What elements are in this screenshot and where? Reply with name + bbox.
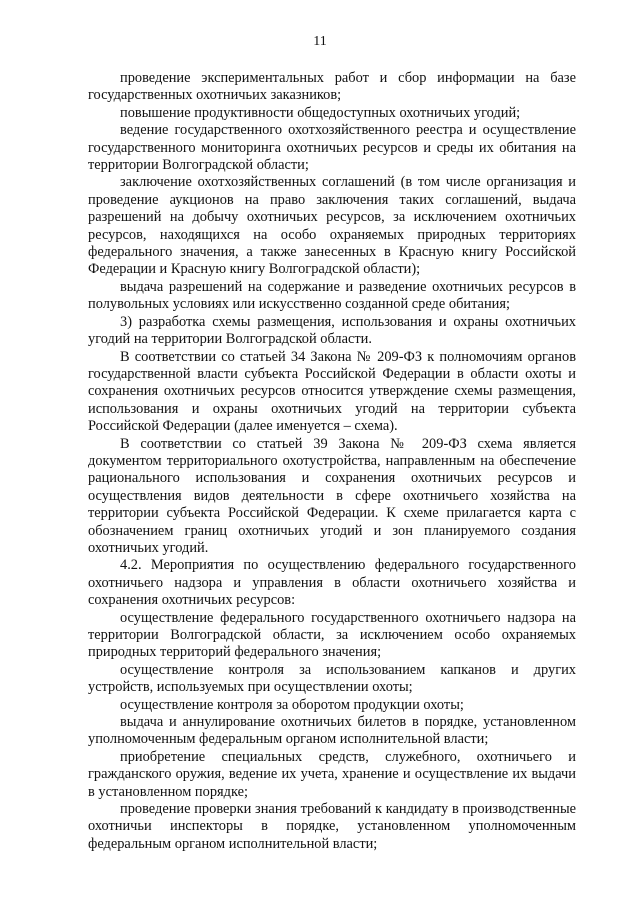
paragraph: 3) разработка схемы размещения, использования и охраны охотничьих угодий на территории Волгоградской области. — [88, 313, 576, 348]
page-number: 11 — [313, 34, 327, 49]
paragraph: повышение продуктивности общедоступных охотничьих угодий; — [120, 104, 521, 121]
paragraph: В соответствии со статьей 39 Закона № 209-ФЗ схема является документом территориального охотустройства, направленным на обеспечение рационального использования и сохранения охотничьих ресурсов и осуществления видов деятельности в сфере охотничьего хозяйства на территории субъекта Российской Федерации. К схеме прилагается карта с обозначением границ охотничьих угодий и зон планируемого создания охотничьих угодий. — [88, 435, 576, 556]
body-text — [88, 70, 576, 853]
paragraph: осуществление федерального государственного охотничьего надзора на территории Волгоградской области, за исключением особо охраняемых природных территорий федерального значения; — [88, 609, 576, 661]
paragraph: заключение охотхозяйственных соглашений (в том числе организация и проведение аукционов на право заключения таких соглашений, выдача разрешений на добычу охотничьих ресурсов, за исключением охотничьих ресурсов, находящихся на особо охраняемых природных территориях федерального значения, а также занесенных в Красную книгу Российской Федерации и Красную книгу Волгоградской области); — [88, 174, 576, 278]
paragraph: проведение экспериментальных работ и сбор информации на базе государственных охотничьих заказников; — [88, 70, 576, 104]
paragraph: выдача разрешений на содержание и разведение охотничьих ресурсов в полувольных условиях или искусственно созданной среде обитания; — [88, 278, 576, 313]
paragraph: осуществление контроля за оборотом продукции охоты; — [120, 696, 464, 713]
paragraph: ведение государственного охотхозяйственного реестра и осуществление государственного мониторинга охотничьих ресурсов и среды их обитания на территории Волгоградской области; — [88, 122, 576, 174]
paragraph: 4.2. Мероприятия по осуществлению федерального государственного охотничьего надзора и управления в области охотничьего хозяйства и сохранения охотничьих ресурсов: — [88, 557, 576, 609]
paragraph: выдача и аннулирование охотничьих билетов в порядке, установленном уполномоченным федеральным органом исполнительной власти; — [88, 714, 576, 748]
paragraph: проведение проверки знания требований к кандидату в производственные охотничьи инспекторы в порядке, установленном уполномоченным федеральным органом исполнительной власти; — [88, 801, 576, 852]
paragraph: осуществление контроля за использованием капканов и других устройств, используемых при осуществлении охоты; — [88, 661, 576, 696]
paragraph: В соответствии со статьей 34 Закона № 209-ФЗ к полномочиям органов государственной власти субъекта Российской Федерации в области охоты и сохранения охотничьих ресурсов относится утверждение схемы размещения, использования и охраны охотничьих угодий на территории субъекта Российской Федерации (далее именуется – схема). — [88, 348, 576, 435]
paragraph: приобретение специальных средств, служебного, охотничьего и гражданского оружия, ведение их учета, хранение и осуществление их выдачи в установленном порядке; — [88, 748, 576, 800]
